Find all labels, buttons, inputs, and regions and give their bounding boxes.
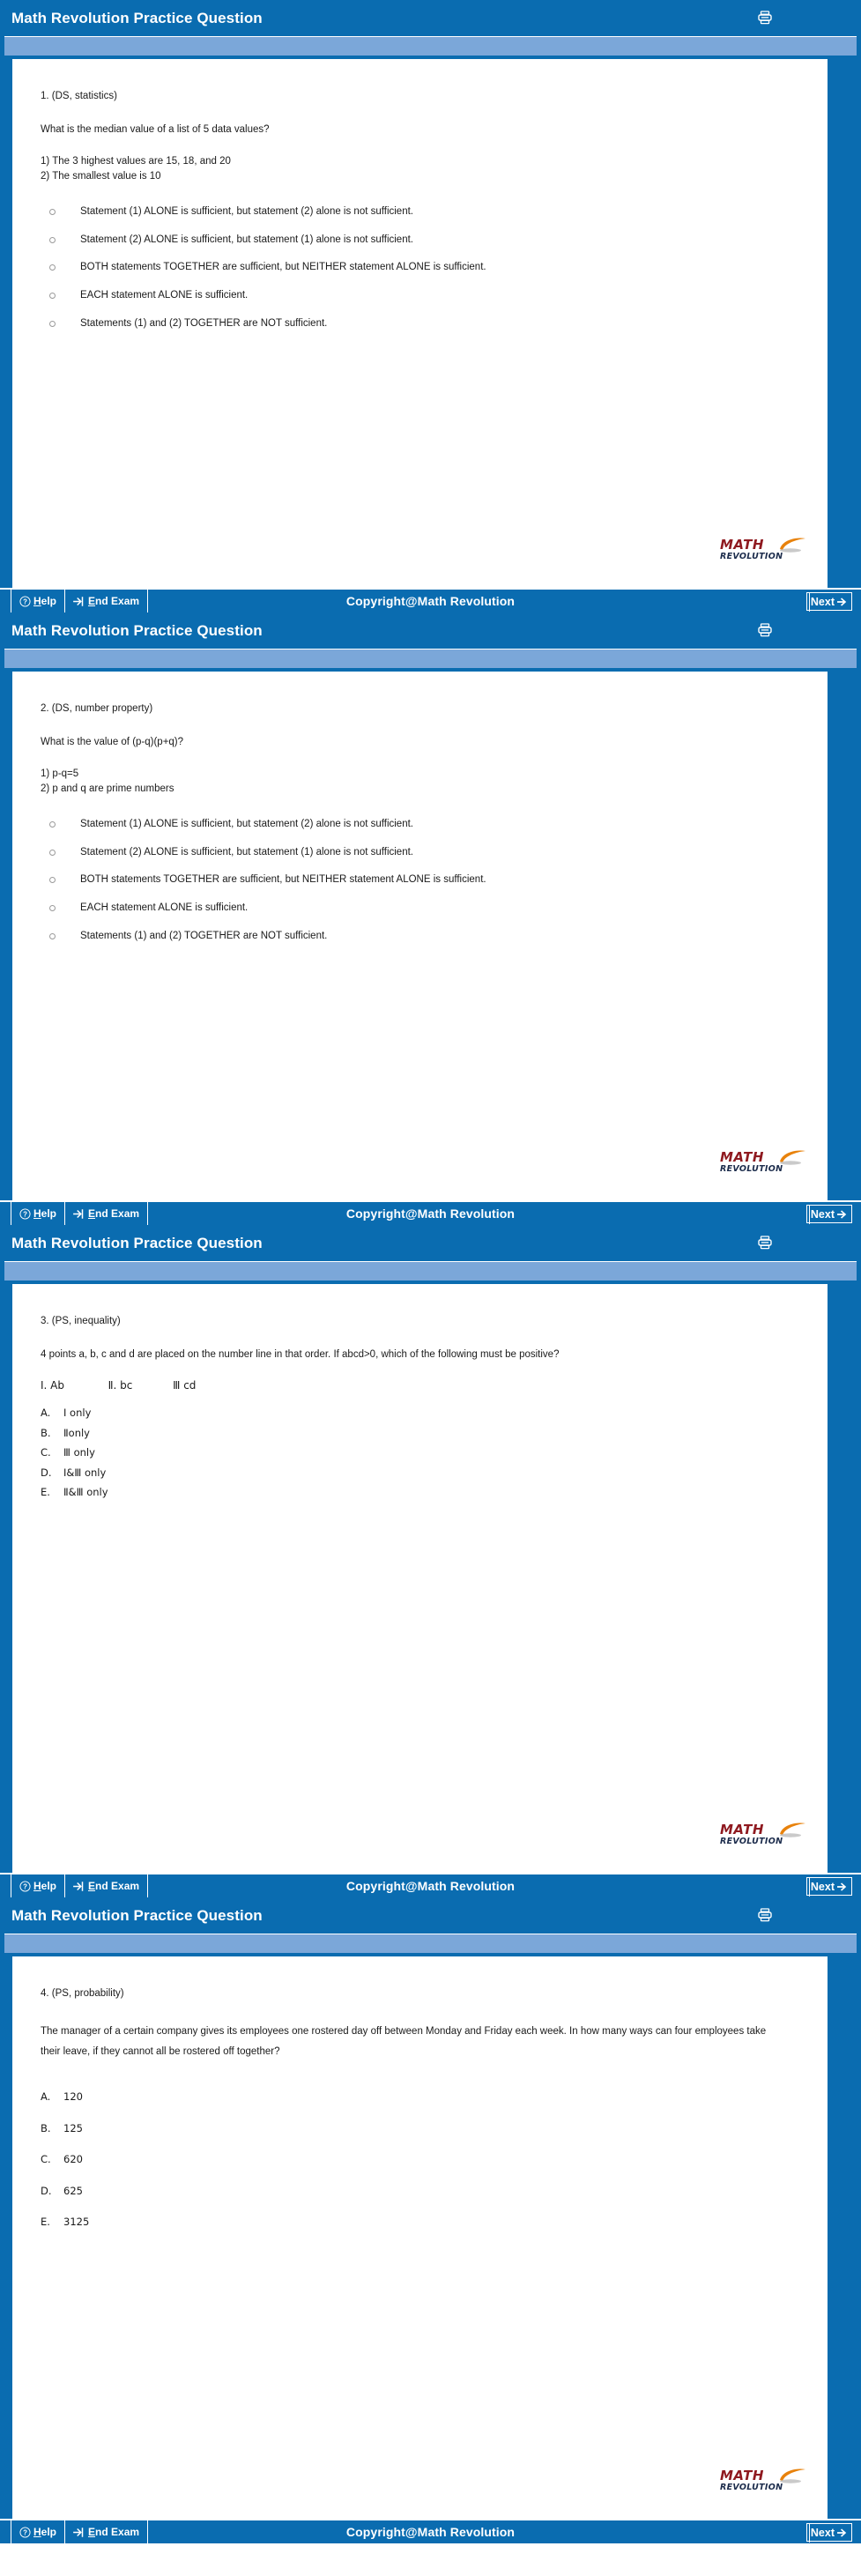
next-label: Next [810, 1207, 835, 1221]
question-circle-icon [19, 596, 31, 607]
panel-right-edge [828, 1284, 861, 1873]
answer-choice[interactable] [41, 902, 808, 915]
answer-choice-label: Ⅱ&Ⅲ only [63, 1486, 108, 1499]
end-exam-label: End Exam [88, 595, 140, 607]
page-title: Math Revolution Practice Question [11, 1907, 263, 1924]
arrow-right-icon [837, 2528, 848, 2538]
panel-left-edge [0, 1284, 12, 1873]
answer-choice-letter: D. [41, 1466, 52, 1479]
arrow-right-icon [837, 1209, 848, 1220]
question-area [12, 672, 828, 1200]
question-area [12, 1284, 828, 1873]
answer-choice-letter: E. [41, 1486, 50, 1499]
logo-math-text: MATH [720, 537, 764, 553]
help-label: Help [33, 1880, 57, 1892]
panel-subbar-row [0, 1261, 861, 1284]
panel-header [0, 0, 861, 36]
end-exam-label: End Exam [88, 2526, 140, 2538]
answer-choice[interactable] [41, 818, 808, 831]
radio-button-icon[interactable] [49, 821, 56, 828]
end-exam-button[interactable] [65, 1201, 148, 1226]
answer-choice-letter: A. [41, 2090, 51, 2104]
help-button[interactable] [11, 1874, 65, 1898]
question-circle-icon [19, 1208, 31, 1220]
help-button[interactable] [11, 2520, 65, 2544]
question-label: 4. (PS, probability) [41, 1988, 124, 1999]
answer-choice[interactable] [41, 289, 808, 302]
end-exam-button[interactable] [65, 1874, 148, 1898]
answer-choice-letter: A. [41, 1407, 51, 1420]
answer-choice-label: 125 [63, 2121, 83, 2134]
exit-arrow-icon [73, 2527, 85, 2538]
answer-choice-label: Statement (1) ALONE is sufficient, but statement (2) alone is not sufficient. [80, 205, 413, 217]
question-area [12, 1956, 828, 2519]
answer-choice[interactable] [41, 1488, 808, 1498]
end-exam-label: End Exam [88, 1207, 140, 1220]
question-panel [0, 612, 861, 1225]
answer-choice-label: EACH statement ALONE is sufficient. [80, 902, 249, 914]
panel-body [0, 1956, 861, 2519]
answer-choice-label: BOTH statements TOGETHER are sufficient, but NEITHER statement ALONE is sufficient. [80, 262, 486, 273]
question-statements [41, 767, 808, 796]
answer-choice[interactable] [41, 234, 808, 247]
question-content [12, 59, 828, 330]
answer-choice-label: Ⅰ only [63, 1407, 92, 1420]
answer-choice[interactable] [41, 873, 808, 887]
logo-swoosh-icon [776, 1821, 810, 1838]
question-content [12, 1284, 828, 1498]
panel-body [0, 672, 861, 1200]
statement-2: 2) The smallest value is 10 [41, 170, 161, 182]
answer-choice-label: 620 [63, 2153, 83, 2166]
answer-choice[interactable] [41, 2155, 808, 2165]
logo-swoosh-icon [776, 536, 810, 553]
answer-choice-list [41, 1408, 808, 1498]
logo-swoosh-icon [776, 2467, 810, 2484]
logo-revolution-text: REVOLUTION [720, 1837, 783, 1846]
svg-text:?: ? [23, 2528, 27, 2537]
help-label: Help [33, 1207, 57, 1220]
roman-numeral-row: Ⅰ. Ab Ⅱ. bc Ⅲ cd [41, 1379, 197, 1392]
answer-choice[interactable] [41, 2121, 808, 2134]
end-exam-label: End Exam [88, 1880, 140, 1892]
question-content [12, 672, 828, 943]
answer-choice[interactable] [41, 1426, 808, 1439]
panel-body [0, 1284, 861, 1873]
question-stem: The manager of a certain company gives its employees one rostered day off between Monday and Friday each week. In how many ways can four employees take their leave, if they cannot all be rostered off together? [41, 2026, 767, 2058]
exam-footer-toolbar [0, 1873, 861, 1897]
answer-choice-letter: B. [41, 2121, 51, 2134]
next-label: Next [810, 1880, 835, 1893]
exam-footer-toolbar [0, 588, 861, 612]
copyright-text: Copyright@Math Revolution [345, 594, 516, 608]
answer-choice-list [41, 205, 808, 331]
question-area [12, 59, 828, 588]
panel-subbar [4, 1261, 857, 1281]
logo-math-text: MATH [720, 2468, 764, 2483]
math-revolution-logo [720, 2469, 808, 2492]
panel-subbar-row [0, 1934, 861, 1956]
panel-right-edge [828, 672, 861, 1200]
panel-header [0, 612, 861, 649]
panel-subbar-row [0, 649, 861, 672]
arrow-right-icon [837, 597, 848, 607]
answer-choice-label: Ⅰ&Ⅲ only [63, 1466, 107, 1479]
panel-subbar [4, 36, 857, 56]
page-title: Math Revolution Practice Question [11, 1235, 263, 1251]
answer-choice-letter: D. [41, 2184, 52, 2197]
help-label: Help [33, 595, 57, 607]
panel-subbar [4, 649, 857, 668]
answer-choice[interactable] [41, 2217, 808, 2228]
question-content [12, 1956, 828, 2228]
radio-button-icon[interactable] [49, 293, 56, 299]
logo-math-text: MATH [720, 1822, 764, 1837]
answer-choice-list [41, 2092, 808, 2228]
radio-button-icon[interactable] [49, 905, 56, 911]
printer-icon[interactable] [754, 7, 776, 28]
answer-choice[interactable] [41, 317, 808, 330]
answer-choice[interactable] [41, 1448, 808, 1459]
panel-header [0, 1225, 861, 1261]
next-button[interactable] [806, 1205, 852, 1223]
math-revolution-logo [720, 538, 808, 561]
end-exam-button[interactable] [65, 2520, 148, 2544]
radio-button-icon[interactable] [49, 850, 56, 856]
radio-button-icon[interactable] [49, 321, 56, 327]
next-label: Next [810, 2526, 835, 2539]
answer-choice-label: Ⅲ only [63, 1446, 95, 1459]
copyright-text: Copyright@Math Revolution [345, 1206, 516, 1221]
answer-choice-letter: B. [41, 1426, 51, 1439]
answer-choice[interactable] [41, 846, 808, 859]
panel-left-edge [0, 672, 12, 1200]
answer-choice[interactable] [41, 261, 808, 274]
page-title: Math Revolution Practice Question [11, 622, 263, 639]
next-label: Next [810, 595, 835, 608]
logo-revolution-text: REVOLUTION [720, 2483, 783, 2492]
help-label: Help [33, 2526, 57, 2538]
panel-left-edge [0, 1956, 12, 2519]
end-exam-button[interactable] [65, 589, 148, 613]
help-button[interactable] [11, 589, 65, 613]
question-panel [0, 1225, 861, 1897]
answer-choice-label: 3125 [63, 2216, 90, 2229]
radio-button-icon[interactable] [49, 237, 56, 243]
printer-icon[interactable] [754, 1904, 776, 1926]
panel-left-edge [0, 59, 12, 588]
question-label: 3. (PS, inequality) [41, 1316, 121, 1326]
answer-choice-label: EACH statement ALONE is sufficient. [80, 290, 249, 301]
arrow-right-icon [837, 1882, 848, 1892]
svg-text:?: ? [23, 1882, 27, 1891]
question-stem: What is the value of (p-q)(p+q)? [41, 737, 184, 748]
logo-math-text: MATH [720, 1149, 764, 1165]
answer-choice-letter: E. [41, 2216, 50, 2229]
answer-choice-label: 120 [63, 2090, 83, 2104]
exit-arrow-icon [73, 1881, 85, 1892]
answer-choice-label: BOTH statements TOGETHER are sufficient, but NEITHER statement ALONE is sufficient. [80, 874, 486, 886]
radio-button-icon[interactable] [49, 264, 56, 271]
answer-choice-letter: C. [41, 2153, 51, 2166]
panel-header [0, 1897, 861, 1934]
question-circle-icon [19, 2527, 31, 2538]
help-button[interactable] [11, 1201, 65, 1226]
answer-choice-label: 625 [63, 2184, 83, 2197]
question-label: 1. (DS, statistics) [41, 91, 117, 101]
answer-choice[interactable] [41, 205, 808, 219]
next-button[interactable] [806, 1877, 852, 1896]
statement-1: 1) p-q=5 [41, 768, 79, 780]
exit-arrow-icon [73, 596, 85, 607]
answer-choice-label: Statement (2) ALONE is sufficient, but statement (1) alone is not sufficient. [80, 846, 413, 857]
answer-choice-letter: C. [41, 1446, 51, 1459]
question-statements [41, 154, 808, 183]
panel-subbar [4, 1934, 857, 1953]
answer-choice[interactable] [41, 2092, 808, 2103]
exam-footer-toolbar [0, 2519, 861, 2543]
statement-1: 1) The 3 highest values are 15, 18, and 20 [41, 156, 231, 167]
answer-choice[interactable] [41, 2186, 808, 2197]
panel-right-edge [828, 59, 861, 588]
answer-choice-label: Statements (1) and (2) TOGETHER are NOT sufficient. [80, 318, 328, 330]
exam-footer-toolbar [0, 1200, 861, 1225]
panel-right-edge [828, 1956, 861, 2519]
svg-text:?: ? [23, 598, 27, 606]
math-revolution-logo [720, 1151, 808, 1174]
radio-button-icon[interactable] [49, 877, 56, 883]
answer-choice[interactable] [41, 1408, 808, 1419]
math-revolution-logo [720, 1823, 808, 1846]
question-stem: What is the median value of a list of 5 data values? [41, 124, 270, 136]
answer-choice[interactable] [41, 1468, 808, 1479]
printer-icon[interactable] [754, 1232, 776, 1253]
logo-revolution-text: REVOLUTION [720, 552, 783, 561]
next-button[interactable] [806, 2523, 852, 2542]
statement-2: 2) p and q are prime numbers [41, 783, 174, 794]
copyright-text: Copyright@Math Revolution [345, 2525, 516, 2539]
logo-swoosh-icon [776, 1148, 810, 1166]
panel-body [0, 59, 861, 588]
question-panel [0, 0, 861, 612]
answer-choice-label: Statement (1) ALONE is sufficient, but statement (2) alone is not sufficient. [80, 818, 413, 829]
printer-icon[interactable] [754, 620, 776, 641]
question-panel [0, 1897, 861, 2543]
answer-choice-label: Statements (1) and (2) TOGETHER are NOT sufficient. [80, 931, 328, 942]
radio-button-icon[interactable] [49, 209, 56, 215]
radio-button-icon[interactable] [49, 933, 56, 939]
svg-text:?: ? [23, 1210, 27, 1219]
answer-choice-list [41, 818, 808, 944]
answer-choice-label: Statement (2) ALONE is sufficient, but statement (1) alone is not sufficient. [80, 234, 413, 245]
logo-revolution-text: REVOLUTION [720, 1164, 783, 1174]
question-stem: 4 points a, b, c and d are placed on the number line in that order. If abcd>0, which of the following must be positive? [41, 1349, 560, 1361]
exit-arrow-icon [73, 1208, 85, 1220]
copyright-text: Copyright@Math Revolution [345, 1879, 516, 1893]
question-label: 2. (DS, number property) [41, 703, 153, 714]
panel-subbar-row [0, 36, 861, 59]
page-title: Math Revolution Practice Question [11, 10, 263, 26]
question-circle-icon [19, 1881, 31, 1892]
answer-choice[interactable] [41, 930, 808, 943]
next-button[interactable] [806, 592, 852, 611]
answer-choice-label: Ⅱonly [63, 1426, 90, 1439]
